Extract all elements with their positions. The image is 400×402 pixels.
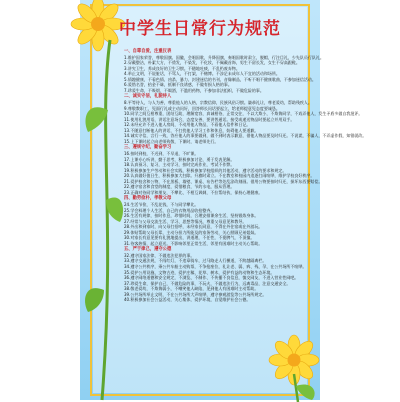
list-item: 27.经常与父母交流生活、学习、思想等情况，尊重父母意见和教导。 <box>124 218 247 224</box>
list-item: 29.体贴帮助父母长辈，主动分担力所能及的家务劳动，关心照顾兄弟姐妹。 <box>124 229 259 235</box>
section-heading: 一、自尊自爱，注重仪表 <box>124 48 172 54</box>
list-item: 31.待客热情，起立迎送。不影响邻里正常生活，邻里有困难时主动关心帮助。 <box>124 240 263 246</box>
list-item: 30.对家长有意见要有礼貌地提出，讲道理，不任性，不耍脾气，不顶撞。 <box>124 235 255 241</box>
list-item: 23.正确对待同学和朋友，不攀比、不相互讽刺，不拉帮结伙，保持心理健康。 <box>124 189 263 195</box>
list-item: 18.认真预习、复习，主动学习，按时完成作业，考试不作弊。 <box>124 162 235 168</box>
list-item: 32.遵守国家法律，不做违法犯罪的事。 <box>124 252 195 258</box>
list-item: 12.未经允许不进入他人房间，不动用他人物品，不看他人信件和日记。 <box>124 122 251 128</box>
list-item: 25.学会料理个人生活，自己的衣物用品收拾整齐。 <box>124 207 215 213</box>
list-item: 28.外出和到家时，向父母打招呼，未经家长同意，不得在外住宿或在外游玩。 <box>124 224 263 230</box>
rules-content <box>124 48 367 384</box>
section-diligence <box>124 196 304 246</box>
list-item: 19.积极参加生产劳动和社会实践，积极参加学校组织的其他活动，遵守活动的要求和规定。 <box>124 167 287 173</box>
stem-icon <box>80 40 126 400</box>
list-item: 40.积极参加社会公益活动，关心集体，爱护环境，自觉维护社会公德。 <box>124 297 251 303</box>
section-public-morality <box>124 246 307 303</box>
list-item: 11.使用礼貌用语，讲话注意场合，态度友善，要讲普通话。接受或递送物品时要起立并用双手。 <box>124 116 295 122</box>
list-item: 37.珍爱生命，保护自己，不做危险的事，不玩火，不做违法行为，远离毒品，注意交通安全。 <box>124 280 291 286</box>
list-item: 33.遵守交通法规，不闯红灯，不违章骑车，过马路走人行横道，不跨越隔离栏。 <box>124 258 267 264</box>
list-item: 15.上下课时起立向老师致敬，下课时，请老师先行。 <box>124 138 219 144</box>
list-item: 4.举止文明，不说脏话，不骂人，不打架，不赌博。不涉足未成年人不宜的活动和场所。 <box>124 71 280 77</box>
section-discipline <box>124 144 323 195</box>
list-item: 34.遵守公共秩序，乘公共车船主动购票，不争抢座位，礼让老、弱、病、残、孕，在公共场所不喧哗。 <box>124 264 307 270</box>
list-item: 16.按时到校，不迟到，不早退，不旷课。 <box>124 150 199 156</box>
section-honesty <box>124 94 367 144</box>
list-item: 21.爱护校舍和公物，不在黑板、墙壁、课桌、布告栏等处乱涂改刻画。借用公物要按时归还，损坏东西要赔偿。 <box>124 178 323 184</box>
list-item: 10.同学之间互相尊重，团结互助，理解宽容，真诚相待，正常交往，不以大欺小，不欺侮同学，不戏弄他人，发生矛盾多做自我批评。 <box>124 111 363 117</box>
list-item: 6.爱惜名誉，拾金不昧，抵制不良诱惑，不做有损人格的事。 <box>124 82 232 88</box>
list-item: 2.穿戴整洁，朴素大方，不烫发，不染发，不化妆，不佩戴首饰，男生不留长发，女生不穿高跟鞋。 <box>124 60 300 66</box>
list-item: 24.生活节俭，不乱花钱，不与同学攀比。 <box>124 201 199 207</box>
poster <box>80 0 367 400</box>
list-item: 5.情趣健康，不看色情、凶杀、暴力、封建迷信的书刊、音像制品，不听不唱不健康歌曲，不参加迷信活动。 <box>124 76 316 82</box>
list-item: 17.上课专心听讲，勤于思考，积极参加讨论，勇于发表见解。 <box>124 156 235 162</box>
section-heading: 五、严于律己，遵守公德 <box>124 246 172 252</box>
section-heading: 三、遵规守纪，勤奋学习 <box>124 144 172 150</box>
list-item: 38.敬老爱幼，不欺侮弱小，不嘲笑他人缺陷，见到他人有困难时主动帮助。 <box>124 286 259 292</box>
list-item: 8.平等待人，与人为善，尊重他人的人格，宗教信仰，民族风俗习惯。谦恭礼让，尊老爱幼，帮助残疾人。 <box>124 100 312 106</box>
list-item: 7.珍爱生命，不吸烟，不喝酒，不滥用药物，不参加非法组织，不做危险的事。 <box>124 87 264 93</box>
list-item: 20.认真做好值日生，积极参加大扫除。升旗时肃立。不在教室和校园内追逐打闹喧哗，维护学校良好秩序。 <box>124 173 315 179</box>
list-item: 3.讲究卫生，养成良好的卫生习惯。不随地吐痰，不乱扔废弃物。 <box>124 65 240 71</box>
list-item: 26.生活有规律，按时作息，珍惜时间，合理安排课余生活，坚持锻炼身体。 <box>124 213 259 219</box>
list-item: 9.尊敬教职工，见面行礼或主动问好，回答师长问话要起立，给老师提意见态度要诚恳。 <box>124 105 280 111</box>
list-item: 35.爱护公用设施、文物古迹，爱护庄稼、花草、树木，爱护有益的动物和生态环境。 <box>124 269 275 275</box>
section-heading: 二、诚实守信，礼貌待人 <box>124 94 172 100</box>
list-item: 13.不随意打断他人的讲话，不打扰他人学习工作和休息，妨碍他人要道歉。 <box>124 127 259 133</box>
section-self-respect <box>124 48 324 94</box>
page-title: 中学生日常行为规范 <box>119 19 281 39</box>
section-heading: 四、勤劳俭朴，孝敬父母 <box>124 195 172 201</box>
list-item: 36.遵守网络道德和安全规定，不浏览、不制作、不传播不良信息，慎交网友，不进入营业性网吧。 <box>124 275 299 281</box>
list-item: 14.诚实守信，言行一致，答应他人的事要做到，做不到时表示歉意，借他人物品要及时归还。不说谎，不骗人，不弄虚作假，知错就改。 <box>124 133 367 139</box>
list-item: 22.遵守宿舍和食堂的制度，爱惜粮食，节约水电，服从管理。 <box>124 184 235 190</box>
list-item: 1.维护国家荣誉，尊敬国旗、国徽，会唱国歌，升降国旗，奏唱国歌时肃立，脱帽，行注目礼，少先队员行队礼。 <box>124 54 324 60</box>
list-item: 39.公共场所举止文明，不在公共场所大声喧哗，遵守参观游览等公共场所规定。 <box>124 291 267 297</box>
